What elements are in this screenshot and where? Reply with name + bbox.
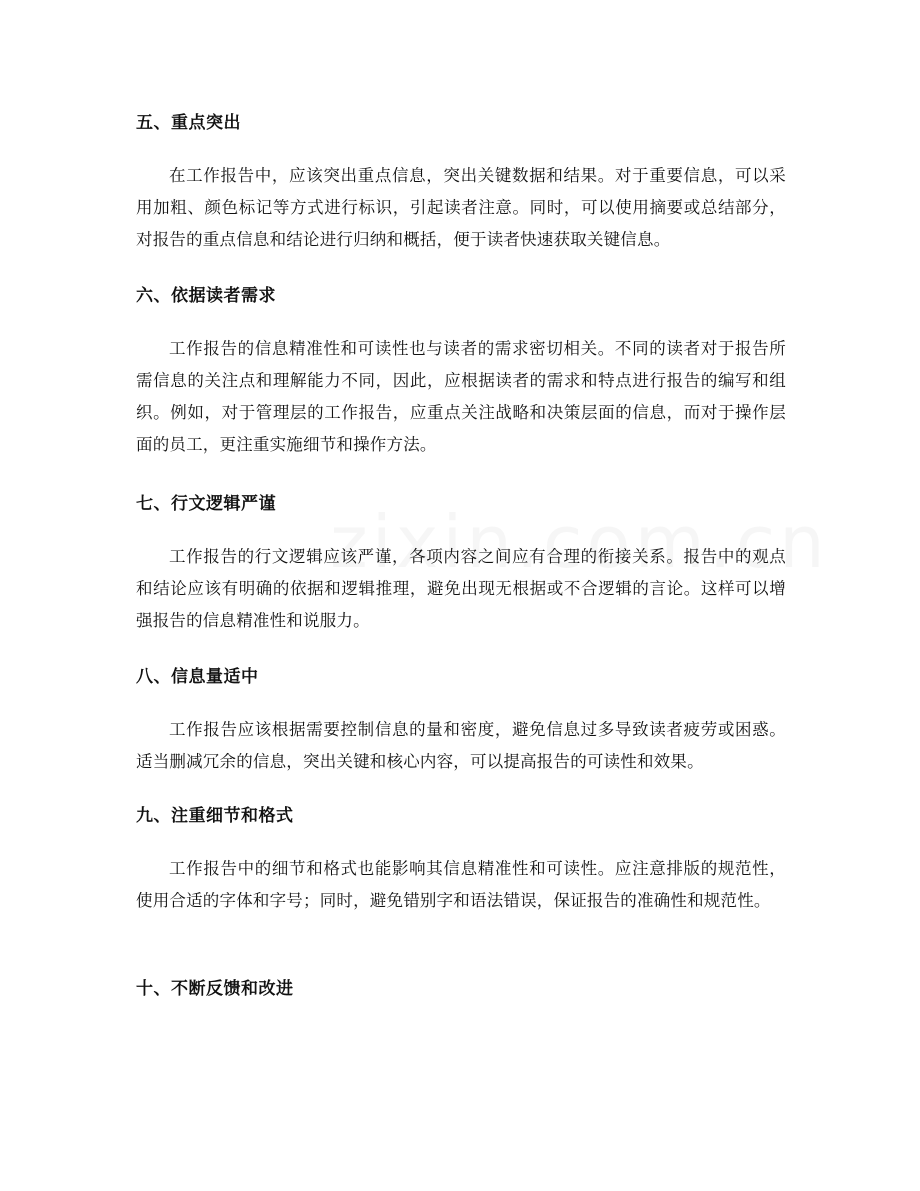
section-paragraph: 工作报告应该根据需要控制信息的量和密度，避免信息过多导致读者疲劳或困惑。适当删减冗余的信息，突出关键和核心内容，可以提高报告的可读性和效果。: [136, 720, 786, 771]
section-6: [136, 284, 786, 461]
section-heading: 七、行文逻辑严谨: [136, 494, 276, 514]
section-heading: 八、信息量适中: [136, 667, 259, 687]
section-5: [136, 111, 786, 256]
section-10: [136, 977, 786, 1001]
section-heading: 十、不断反馈和改进: [136, 979, 294, 999]
section-heading: 六、依据读者需求: [136, 286, 276, 306]
section-heading: 九、注重细节和格式: [136, 806, 294, 826]
section-paragraph: 工作报告中的细节和格式也能影响其信息精准性和可读性。应注意排版的规范性，使用合适的字体和字号；同时，避免错别字和语法错误，保证报告的准确性和规范性。: [136, 859, 786, 910]
section-9: [136, 804, 786, 917]
section-7: [136, 492, 786, 637]
section-8: [136, 665, 786, 778]
section-paragraph: 工作报告的行文逻辑应该严谨，各项内容之间应有合理的衔接关系。报告中的观点和结论应该有明确的依据和逻辑推理，避免出现无根据或不合逻辑的言论。这样可以增强报告的信息精准性和说服力。: [136, 547, 786, 630]
section-paragraph: 工作报告的信息精准性和可读性也与读者的需求密切相关。不同的读者对于报告所需信息的关注点和理解能力不同，因此，应根据读者的需求和特点进行报告的编写和组织。例如，对于管理层的工作报告，应重点关注战略和决策层面的信息，而对于操作层面的员工，更注重实施细节和操作方法。: [136, 339, 786, 454]
section-heading: 五、重点突出: [136, 113, 241, 133]
section-paragraph: 在工作报告中，应该突出重点信息，突出关键数据和结果。对于重要信息，可以采用加粗、颜色标记等方式进行标识，引起读者注意。同时，可以使用摘要或总结部分，对报告的重点信息和结论进行归纳和概括，便于读者快速获取关键信息。: [136, 166, 786, 249]
